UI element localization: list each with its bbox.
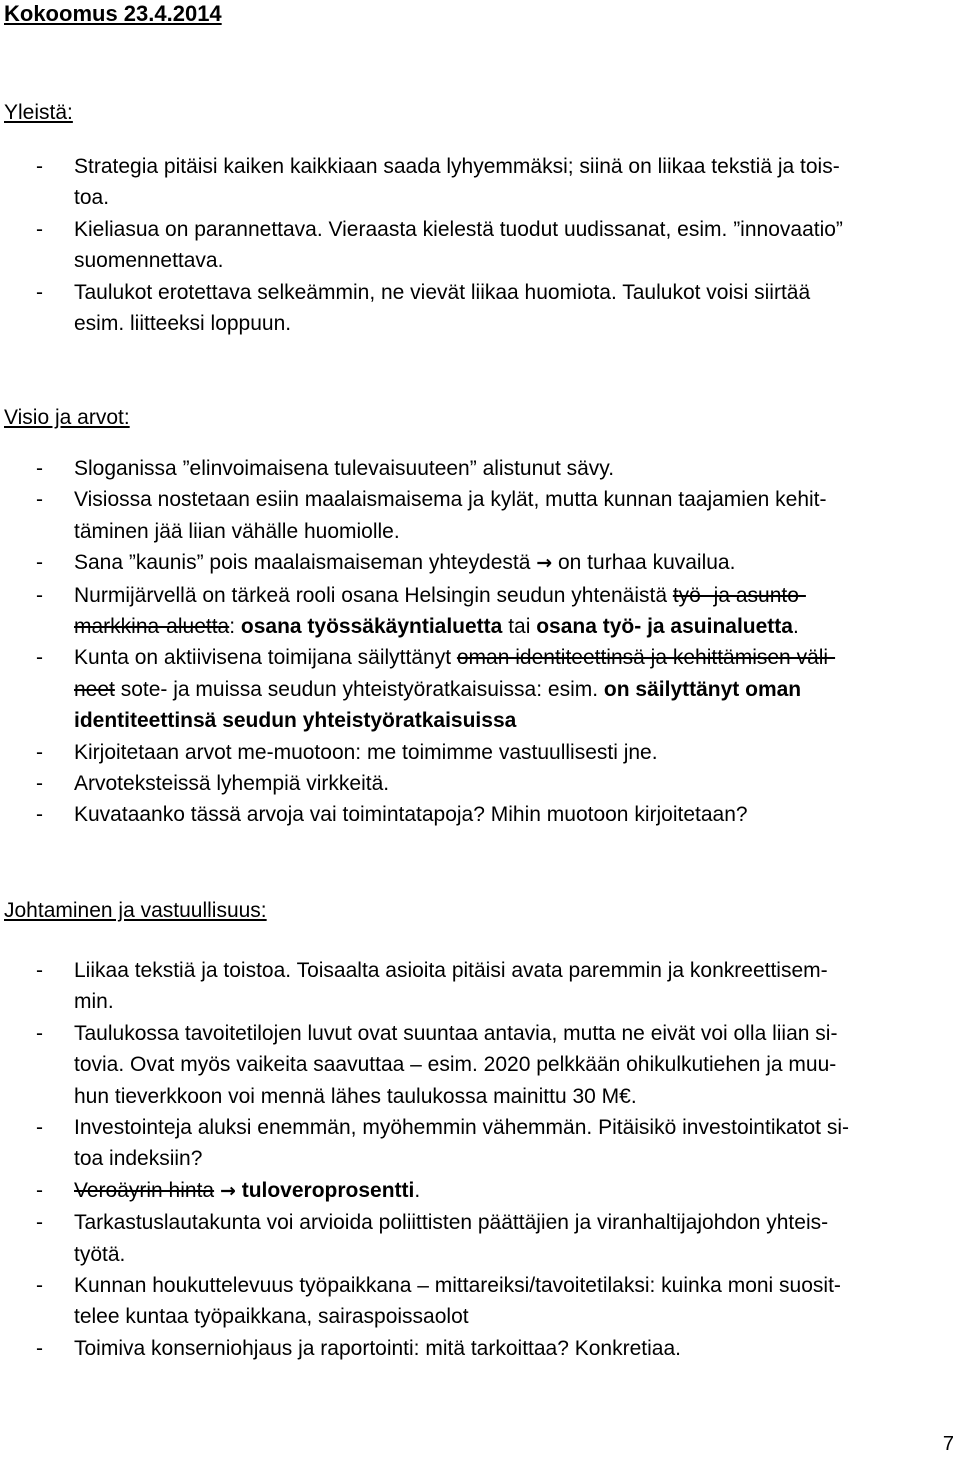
list-item — [36, 277, 951, 340]
bullet-dash: - — [36, 803, 43, 827]
item-text: : — [229, 615, 241, 639]
list-item — [36, 799, 951, 830]
list-item — [36, 1207, 951, 1270]
list-item — [36, 1333, 951, 1364]
bullet-dash: - — [36, 155, 43, 178]
struck-text: neet — [74, 677, 115, 701]
bullet-dash: - — [36, 457, 43, 480]
bullet-dash: - — [36, 217, 43, 241]
page-title: Kokoomus 23.4.2014 — [4, 1, 222, 26]
section-heading-johtaminen: Johtaminen ja vastuullisuus: — [4, 899, 267, 922]
struck-text: Veroäyrin hinta — [74, 1178, 215, 1202]
bullet-dash: - — [36, 488, 43, 512]
bullet-dash: - — [36, 646, 43, 670]
item-text: Tarkastuslautakunta voi arvioida poliittisten päättäjien ja viranhaltijajohdon yhteis- — [74, 1211, 829, 1235]
list-item — [36, 1270, 951, 1333]
item-text: tai — [502, 615, 537, 639]
list-visio — [36, 453, 951, 831]
item-text: . — [792, 615, 799, 639]
item-text: on turhaa kuvailua. — [552, 551, 736, 575]
list-item — [36, 214, 951, 277]
list-item — [36, 1175, 951, 1207]
list-item — [36, 1018, 951, 1112]
item-text: . — [414, 1178, 421, 1202]
item-text: Kieliasua on parannettava. Vieraasta kielestä tuodut uudissanat, esim. ”innovaatio” — [74, 217, 843, 241]
item-text: min. — [74, 990, 114, 1014]
bullet-dash: - — [36, 583, 43, 607]
item-text: Sana ”kaunis” pois maalaismaiseman yhteydestä — [74, 551, 537, 575]
list-item — [36, 151, 951, 214]
item-text: Liikaa tekstiä ja toistoa. Toisaalta asioita pitäisi avata paremmin ja konkreettisem- — [74, 959, 828, 982]
item-text: Arvoteksteissä lyhempiä virkkeitä. — [74, 772, 390, 796]
bullet-dash: - — [36, 551, 43, 575]
item-text: telee kuntaa työpaikkana, sairaspoissaolot — [74, 1305, 469, 1329]
section-heading-visio: Visio ja arvot: — [4, 406, 130, 429]
bold-text: identiteettinsä seudun yhteistyöratkaisuissa — [74, 709, 517, 733]
bold-text: osana työssäkäyntialuetta — [240, 615, 503, 639]
bold-text: tuloveroprosentti — [241, 1178, 415, 1202]
arrow-right-icon: → — [219, 1179, 236, 1202]
item-text: Nurmijärvellä on tärkeä rooli osana Helsingin seudun yhtenäistä — [74, 583, 673, 607]
item-text: Kunnan houkuttelevuus työpaikkana – mittareiksi/tavoitetilaksi: kuinka moni suosit- — [74, 1274, 841, 1298]
bullet-dash: - — [36, 740, 43, 764]
item-text: tovia. Ovat myös vaikeita saavuttaa – esim. 2020 pelkkään ohikulkutiehen ja muu- — [74, 1053, 837, 1077]
list-item — [36, 768, 951, 799]
bullet-dash: - — [36, 1211, 43, 1235]
struck-text: oman identiteettinsä ja kehittämisen väli- — [456, 646, 836, 670]
item-text: toa indeksiin? — [74, 1147, 203, 1171]
item-text: Kuvataanko tässä arvoja vai toimintatapoja? Mihin muotoon kirjoitetaan? — [74, 803, 748, 827]
item-text: hun tieverkkoon voi mennä lähes taulukossa mainittu 30 M€. — [74, 1084, 637, 1108]
list-johtaminen — [36, 955, 951, 1364]
list-item — [36, 547, 951, 579]
item-text: Visiossa nostetaan esiin maalaismaisema ja kylät, mutta kunnan taajamien kehit- — [74, 488, 827, 512]
item-text: esim. liitteeksi loppuun. — [74, 312, 292, 336]
item-text: suomennettava. — [74, 249, 224, 273]
bullet-dash: - — [36, 1021, 43, 1045]
arrow-right-icon: → — [536, 552, 553, 575]
item-text: Toimiva konserniohjaus ja raportointi: mitä tarkoittaa? Konkretiaa. — [74, 1336, 681, 1360]
bullet-dash: - — [36, 1116, 43, 1140]
item-text: Sloganissa ”elinvoimaisena tulevaisuuteen” alistunut sävy. — [74, 457, 615, 480]
list-item — [36, 955, 951, 1018]
bullet-dash: - — [36, 1274, 43, 1298]
item-text: Taulukossa tavoitetilojen luvut ovat suuntaa antavia, mutta ne eivät voi olla liian si- — [74, 1021, 838, 1045]
bullet-dash: - — [36, 959, 43, 982]
section-heading-yleista: Yleistä: — [4, 101, 73, 124]
list-item — [36, 453, 951, 484]
bold-text: on säilyttänyt oman — [603, 677, 802, 701]
list-yleista — [36, 151, 951, 339]
list-item — [36, 737, 951, 768]
bullet-dash: - — [36, 772, 43, 796]
list-item — [36, 580, 951, 643]
item-text: työtä. — [74, 1242, 126, 1266]
item-text: Taulukot erotettava selkeämmin, ne vievät liikaa huomiota. Taulukot voisi siirtää — [74, 280, 811, 304]
bold-text: osana työ- ja asuinaluetta — [536, 615, 793, 639]
bullet-dash: - — [36, 280, 43, 304]
list-item — [36, 642, 951, 736]
item-text: täminen jää liian vähälle huomiolle. — [74, 519, 400, 543]
struck-text: markkina-aluetta — [74, 615, 230, 639]
page-number: 7 — [942, 1433, 954, 1455]
item-text: Strategia pitäisi kaiken kaikkiaan saada lyhyemmäksi; siinä on liikaa tekstiä ja tois- — [74, 155, 840, 178]
list-item — [36, 1112, 951, 1175]
item-text: Kunta on aktiivisena toimijana säilyttänyt — [74, 646, 457, 670]
bullet-dash: - — [36, 1178, 43, 1202]
list-item — [36, 484, 951, 547]
item-text: Kirjoitetaan arvot me-muotoon: me toimimme vastuullisesti jne. — [74, 740, 658, 764]
item-text: sote- ja muissa seudun yhteistyöratkaisuissa: esim. — [114, 677, 604, 701]
bullet-dash: - — [36, 1336, 43, 1360]
struck-text: työ- ja asunto- — [672, 583, 806, 607]
item-text: toa. — [74, 186, 110, 210]
item-text: Investointeja aluksi enemmän, myöhemmin vähemmän. Pitäisikö investointikatot si- — [74, 1116, 850, 1140]
